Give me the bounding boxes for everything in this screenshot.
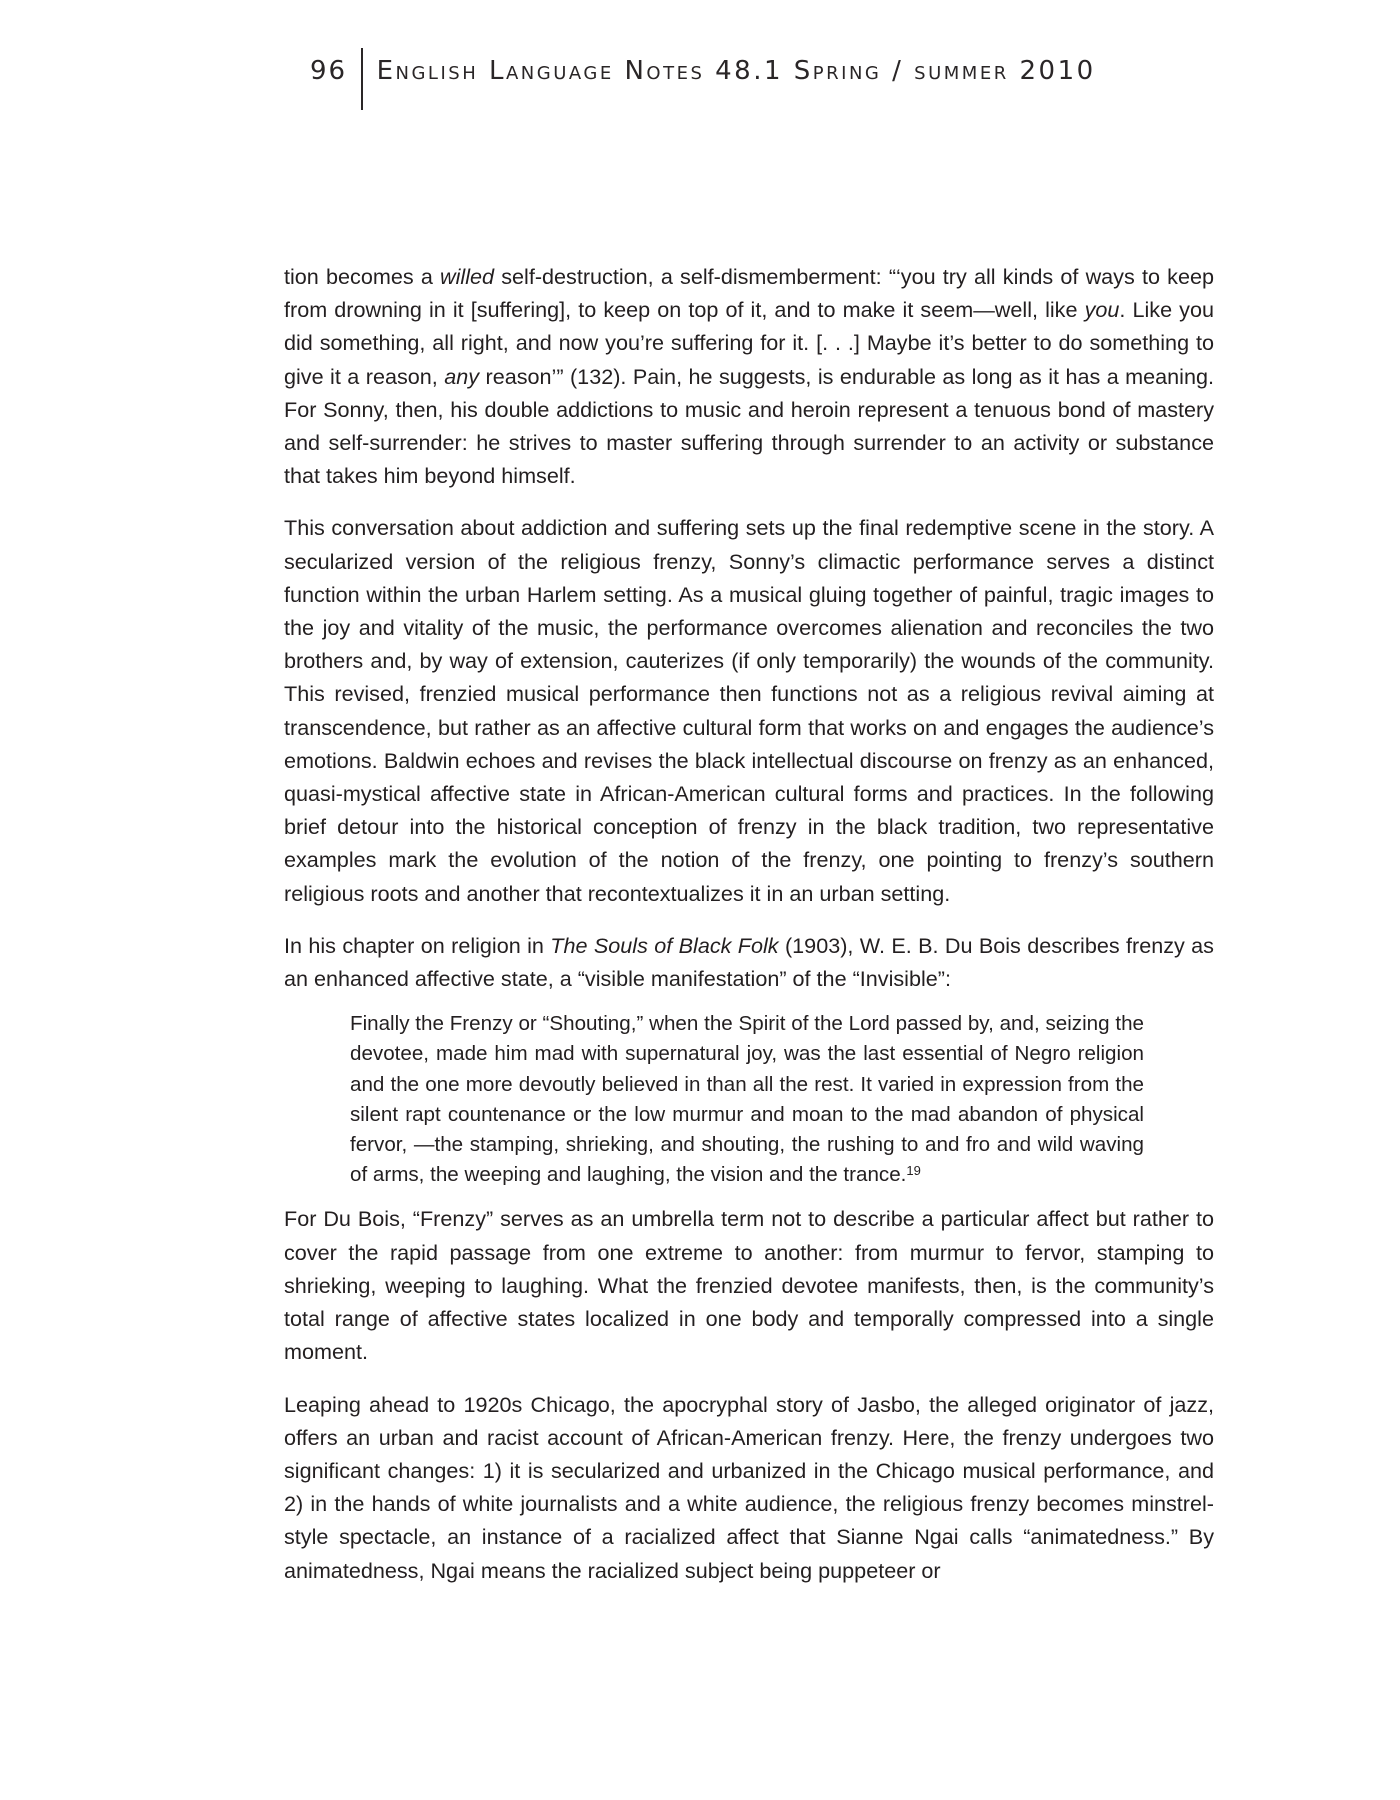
paragraph-2: This conversation about addiction and suffering sets up the final redemptive scene in the story. A secularized version of the religious frenzy, Sonny’s climactic performance serves a distinct function within the urban Harlem setting. As a musical gluing together of painful, tragic images to the joy and vitality of the music, the performance overcomes alienation and reconciles the two brothers and, by way of extension, cauterizes (if only temporarily) the wounds of the community. This revised, frenzied musical performance then functions not as a religious revival aiming at transcendence, but rather as an affective cultural form that works on and engages the audience’s emotions. Baldwin echoes and revises the black intellectual discourse on frenzy as an enhanced, quasi-mystical affective state in African-American cultural forms and practices. In the following brief detour into the historical conception of frenzy in the black tradition, two representative examples mark the evolution of the notion of the frenzy, one pointing to frenzy’s southern religious roots and another that recontextualizes it in an urban setting. (284, 515, 1214, 906)
footnote-marker: 19 (906, 1163, 921, 1179)
article-body (284, 260, 1214, 1606)
journal-title: English Language Notes 48.1 Spring / summer 2010 (376, 56, 1096, 86)
page-number: 96 (310, 56, 348, 86)
running-head (310, 48, 1096, 108)
paragraph-text: (1903), W. E. B. Du Bois describes frenzy as an enhanced affective state, a “visible manifestation” of the “Invisible”: (284, 932, 1214, 992)
paragraph-text: self-destruction, a self-dismemberment: “‘you try all kinds of ways to keep from drowning in it [suffering], to keep on top of it, and to make it seem—well, like (284, 264, 1214, 323)
emphasis-text: willed (440, 264, 495, 289)
block-quotation (350, 1009, 1144, 1190)
paragraph-1 (284, 260, 1214, 492)
paragraph-5: Leaping ahead to 1920s Chicago, the apocryphal story of Jasbo, the alleged originator of jazz, offers an urban and racist account of African-American frenzy. Here, the frenzy undergoes two significant changes: 1) it is secularized and urbanized in the Chicago musical performance, and 2) in the hands of white journalists and a white audience, the religious frenzy becomes minstrel-style spectacle, an instance of a racialized affect that Sianne Ngai calls “animatedness.” By animatedness, Ngai means the racialized subject being puppeteer or (284, 1391, 1214, 1583)
paragraph-text: . Like you did something, all right, and now you’re suffering for it. [. . .] Maybe it’s better to do something to give it a reason, (284, 297, 1214, 389)
paragraph-text: In his chapter on religion in (284, 932, 551, 958)
emphasis-text: you (1084, 297, 1120, 323)
quotation-text: Finally the Frenzy or “Shouting,” when the Spirit of the Lord passed by, and, seizing the devotee, made him mad with supernatural joy, was the last essential of Negro religion and the one more devoutly believed in than all the rest. It varied in expression from the silent rapt countenance or the low murmur and moan to the mad abandon of physical fervor, —the stamping, shrieking, and shouting, the rushing to and fro and wild waving of arms, the weeping and laughing, the vision and the trance. (350, 1012, 1144, 1187)
book-title: The Souls of Black Folk (550, 932, 779, 958)
paragraph-3 (284, 929, 1214, 995)
paragraph-4: For Du Bois, “Frenzy” serves as an umbrella term not to describe a particular affect but rather to cover the rapid passage from one extreme to another: from murmur to fervor, stamping to shrieking, weeping to laughing. What the frenzied devotee manifests, then, is the community’s total range of affective states localized in one body and temporally compressed into a single moment. (284, 1206, 1214, 1365)
paragraph-text: reason’” (132). Pain, he suggests, is endurable as long as it has a meaning. For Sonny, then, his double addictions to music and heroin represent a tenuous bond of mastery and self-surrender: he strives to master suffering through surrender to an activity or substance that takes him beyond himself. (284, 363, 1214, 489)
emphasis-text: any (444, 363, 480, 389)
paragraph-text: tion becomes a (284, 264, 441, 289)
